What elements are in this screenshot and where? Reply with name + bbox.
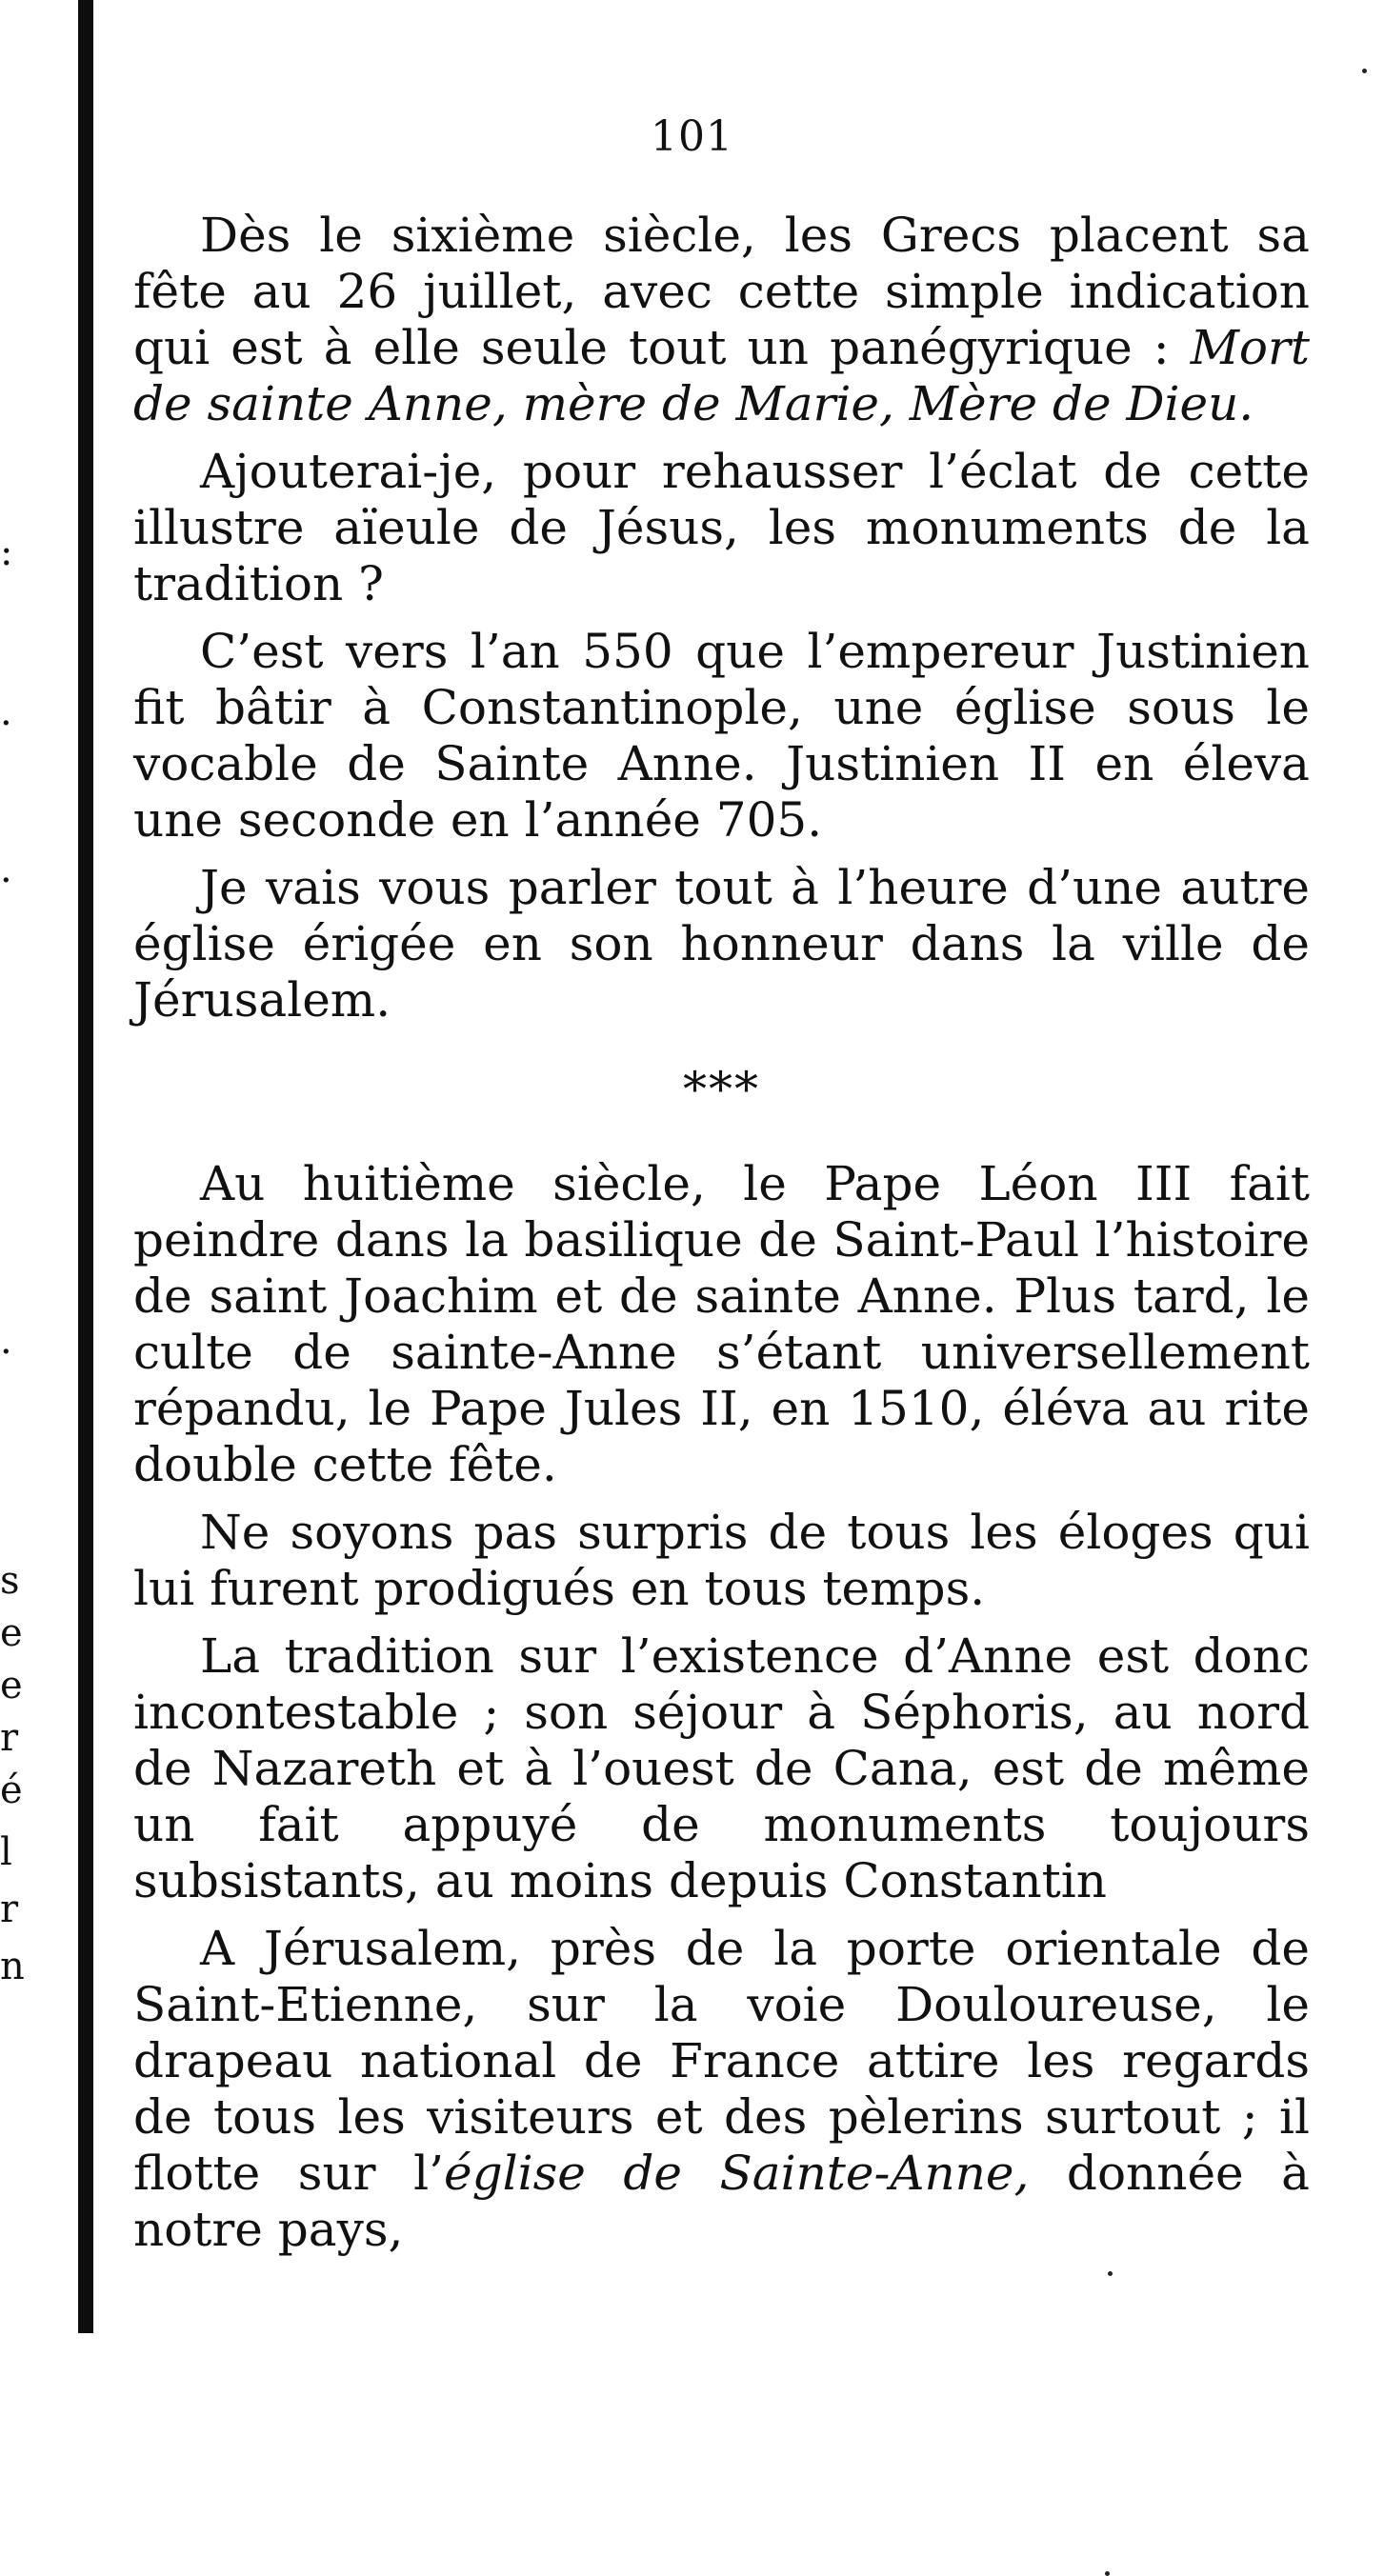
text-run: Ne soyons pas surpris de tous les éloges qui lui furent prodigués en tous temps. — [133, 1505, 1310, 1616]
paragraph — [133, 1628, 1310, 1909]
italic-text-run: Mort de sainte Anne, mère de Marie, Mère de Dieu. — [133, 320, 1310, 431]
margin-fragment: · — [0, 1330, 12, 1374]
paragraph — [133, 208, 1310, 432]
paragraph — [133, 1156, 1310, 1493]
margin-fragment: e — [0, 1611, 23, 1655]
margin-fragment: é — [0, 1768, 23, 1812]
binding-edge — [78, 0, 93, 2333]
margin-fragment: · — [0, 702, 12, 746]
paragraph — [133, 624, 1310, 849]
text-column — [133, 208, 1310, 2258]
paragraph — [133, 860, 1310, 1028]
print-speck — [1362, 69, 1367, 73]
paragraph — [133, 1505, 1310, 1617]
text-run: C’est vers l’an 550 que l’empereur Justinien fit bâtir à Constantinople, une église sous le vocable de Sainte Anne. Justinien II en éleva une seconde en l’année 705. — [133, 624, 1310, 848]
previous-page-margin — [0, 0, 29, 2333]
margin-fragment: r — [0, 1887, 19, 1931]
margin-fragment: n — [0, 1945, 25, 1988]
print-speck — [1108, 2271, 1113, 2276]
section-ornament: *** — [683, 1062, 760, 1117]
italic-text-run: église de Sainte-Anne, — [444, 2146, 1030, 2201]
margin-fragment: : — [0, 530, 13, 574]
text-run: Au huitième siècle, le Pape Léon III fait peindre dans la basilique de Saint-Paul l’histoire de saint Joachim et de sainte Anne. Plus tard, le culte de sainte-Anne s’étant universellement répandu, le Pape Jules II, en 1510, éléva au rite double cette fête. — [133, 1156, 1310, 1492]
text-run: donnée à notre pays, — [133, 2146, 1310, 2257]
text-run: A Jérusalem, près de la porte orientale de Saint-Etienne, sur la voie Douloureuse, le drapeau national de France attire les regards de tous les visiteurs et des pèlerins surtout ; il flotte sur l’ — [133, 1921, 1310, 2201]
text-run: Je vais vous parler tout à l’heure d’une autre église érigée en son honneur dans la ville de Jérusalem. — [133, 860, 1310, 1028]
text-run: Dès le sixième siècle, les Grecs placent sa fête au 26 juillet, avec cette simple indication qui est à elle seule tout un panégyrique : — [133, 208, 1310, 375]
margin-fragment: · — [0, 859, 12, 903]
paragraph — [133, 444, 1310, 612]
margin-fragment: l — [0, 1830, 12, 1874]
paragraph — [133, 1921, 1310, 2258]
page-number: 101 — [651, 112, 733, 161]
text-run: Ajouterai-je, pour rehausser l’éclat de cette illustre aïeule de Jésus, les monuments de la tradition ? — [133, 444, 1310, 611]
text-run: La tradition sur l’existence d’Anne est donc incontestable ; son séjour à Séphoris, au nord de Nazareth et à l’ouest de Cana, est de même un fait appuyé de monuments toujours subsistants, au moins depuis Constantin — [133, 1628, 1310, 1908]
margin-fragment: s — [0, 1559, 20, 1603]
margin-fragment: e — [0, 1664, 23, 1707]
margin-fragment: r — [0, 1716, 19, 1760]
print-speck — [1105, 2571, 1110, 2576]
